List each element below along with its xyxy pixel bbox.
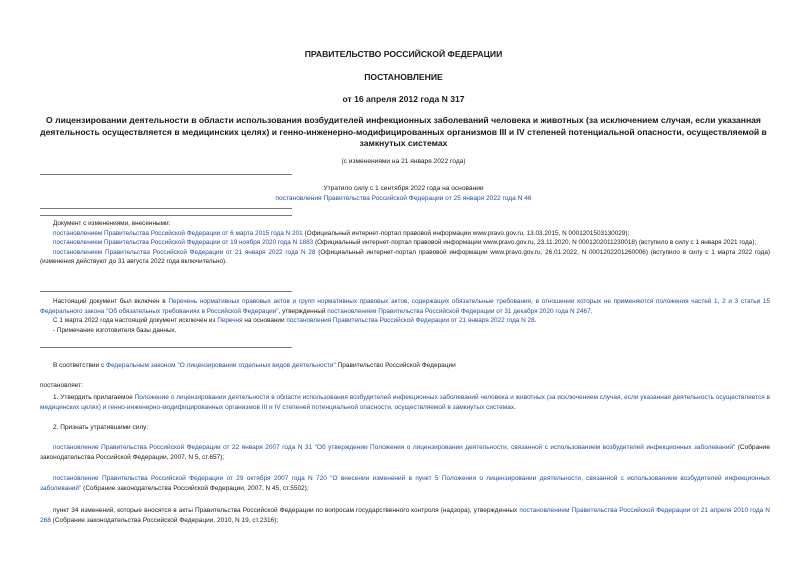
change-text: (Официальный интернет-портал правовой информации www.pravo.gov.ru, 23.11.2020, N 0001202011230018) (вступило в силу с 1 января 2021 года);: [313, 239, 757, 246]
change-link[interactable]: постановлением Правительства Российской Федерации от 6 марта 2015 года N 201: [53, 229, 303, 237]
basis-link[interactable]: Федеральным законом "О лицензировании отдельных видов деятельности": [106, 362, 336, 369]
note-text: .: [534, 317, 537, 324]
basis-text: Правительство Российской Федерации: [335, 362, 456, 369]
change-link[interactable]: постановлением Правительства Российской Федерации от 21 января 2022 года N 28: [53, 248, 316, 256]
separator-rule: [40, 291, 292, 292]
repealed-item: [40, 506, 770, 526]
separator-rule: [40, 215, 292, 216]
note-text: на основании: [242, 317, 287, 324]
repealed-link[interactable]: постановление Правительства Российской Федерации от 29 октября 2007 года N 720 "О внесении изменений в пункт 5 Положения о лицензировании деятельности, связанной с использованием возбудителей инфекционных заболеваний": [40, 475, 770, 492]
note-text: .: [590, 307, 593, 315]
change-item: [40, 229, 770, 239]
note-text: С 1 марта 2022 года настоящий документ исключен из: [53, 317, 218, 324]
repealed-link[interactable]: постановлением Правительства Российской Федерации от 21 апреля 2010 года N 268: [40, 507, 770, 524]
separator-rule: [40, 208, 292, 209]
repealed-text: (Собрание законодательства Российской Федерации, 2007, N 45, ст.5502);: [81, 485, 309, 492]
repealed-link[interactable]: постановление Правительства Российской Федерации от 22 января 2007 года N 31 "Об утверждении Положения о лицензировании деятельности, связанной с использованием возбудителей инфекционных заболеваний": [53, 444, 736, 451]
date-number-heading: от 16 апреля 2012 года N 317: [342, 94, 465, 104]
changes-intro: Документ с изменениями, внесенными:: [53, 220, 171, 227]
notes-block: [40, 297, 770, 335]
item-text: 1. Утвердить прилагаемое: [53, 394, 135, 401]
basis-text: В соответствии с: [53, 362, 107, 369]
resolves-line: постановляет:: [40, 382, 83, 389]
repeal-link[interactable]: постановления Правительства Российской Федерации от 25 января 2022 года N 46: [275, 195, 532, 202]
note-link[interactable]: постановлением Правительства Российской Федерации от 31 декабря 2020 года N 2467: [327, 307, 591, 315]
item-text: .: [514, 404, 516, 411]
repealed-text: пункт 34 изменений, которые вносятся в акты Правительства Российской Федерации по вопросам государственного контроля (надзора), утвержденных: [53, 507, 520, 514]
doc-type-heading: ПОСТАНОВЛЕНИЕ: [364, 72, 443, 82]
separator-rule: [40, 347, 292, 348]
change-text: (Официальный интернет-портал правовой информации www.pravo.gov.ru, 13.03.2015, N 0001201503130029);: [302, 229, 630, 237]
repeal-note: Утратило силу с 1 сентября 2022 года на основании: [323, 185, 484, 192]
separator-rule: [40, 174, 292, 175]
edition-note: (с изменениями на 21 января 2022 года): [341, 158, 466, 165]
repealed-item: [40, 474, 770, 494]
repealed-text: (Собрание законодательства Российской Федерации, 2010, N 19, ст.2316);: [50, 517, 279, 524]
change-item: [40, 238, 770, 248]
item-1: [40, 393, 770, 413]
change-text: (Официальный интернет-портал правовой информации www.pravo.gov.ru, 26.01.2022, N 0001202201260006) (вступило в силу с 1 марта 2022 года) (изменения действуют до 31 августа 2022 года включительно).: [40, 248, 770, 265]
note-text: Настоящий документ был включен в: [53, 298, 169, 305]
manufacturer-note: - Примечание изготовителя базы данных.: [53, 326, 177, 334]
basis-paragraph: [40, 361, 770, 371]
note-link[interactable]: Перечень нормативных правовых актов и групп нормативных правовых актов, содержащих обязательные требования, в отношении которых не применяются положения частей 1, 2 и 3 статьи 15 Федерального закона "Об обязательных требованиях в Российской Федерации": [40, 298, 771, 315]
note-link[interactable]: постановления Правительства Российской Федерации от 21 января 2022 года N 28: [286, 317, 535, 324]
note-paragraph: [40, 297, 770, 316]
government-heading: ПРАВИТЕЛЬСТВО РОССИЙСКОЙ ФЕДЕРАЦИИ: [304, 49, 503, 59]
note-paragraph: [40, 316, 770, 326]
changes-block: [40, 219, 770, 267]
note-link[interactable]: Перечня: [217, 317, 243, 324]
regulation-link[interactable]: Положение о лицензировании деятельности в области использования возбудителей инфекционных заболеваний человека и животных (за исключением случая, если указанная деятельность осуществляется в медицинских целях) и генно-инженерно-модифицированных организмов III и IV степеней потенциальной опасности, осуществляемой в замкнутых системах: [40, 394, 770, 411]
item-2: 2. Признать утратившими силу:: [53, 424, 149, 431]
note-text: , утвержденный: [278, 307, 328, 315]
change-item: [40, 248, 770, 267]
repealed-item: [40, 443, 770, 463]
repealed-text: (Собрание законодательства Российской Федерации, 2007, N 5, ст.657);: [40, 444, 770, 461]
change-link[interactable]: постановлением Правительства Российской Федерации от 19 ноября 2020 года N 1883: [53, 239, 314, 246]
document-title: О лицензировании деятельности в области использования возбудителей инфекционных заболеваний человека и животных (за исключением случая, если указанная деятельность осуществляется в медицинских целях) и генно-инженерно-модифицированных организмов III и IV степеней потенциальной опасности, осуществляемой в замкнутых системах: [40, 115, 767, 149]
